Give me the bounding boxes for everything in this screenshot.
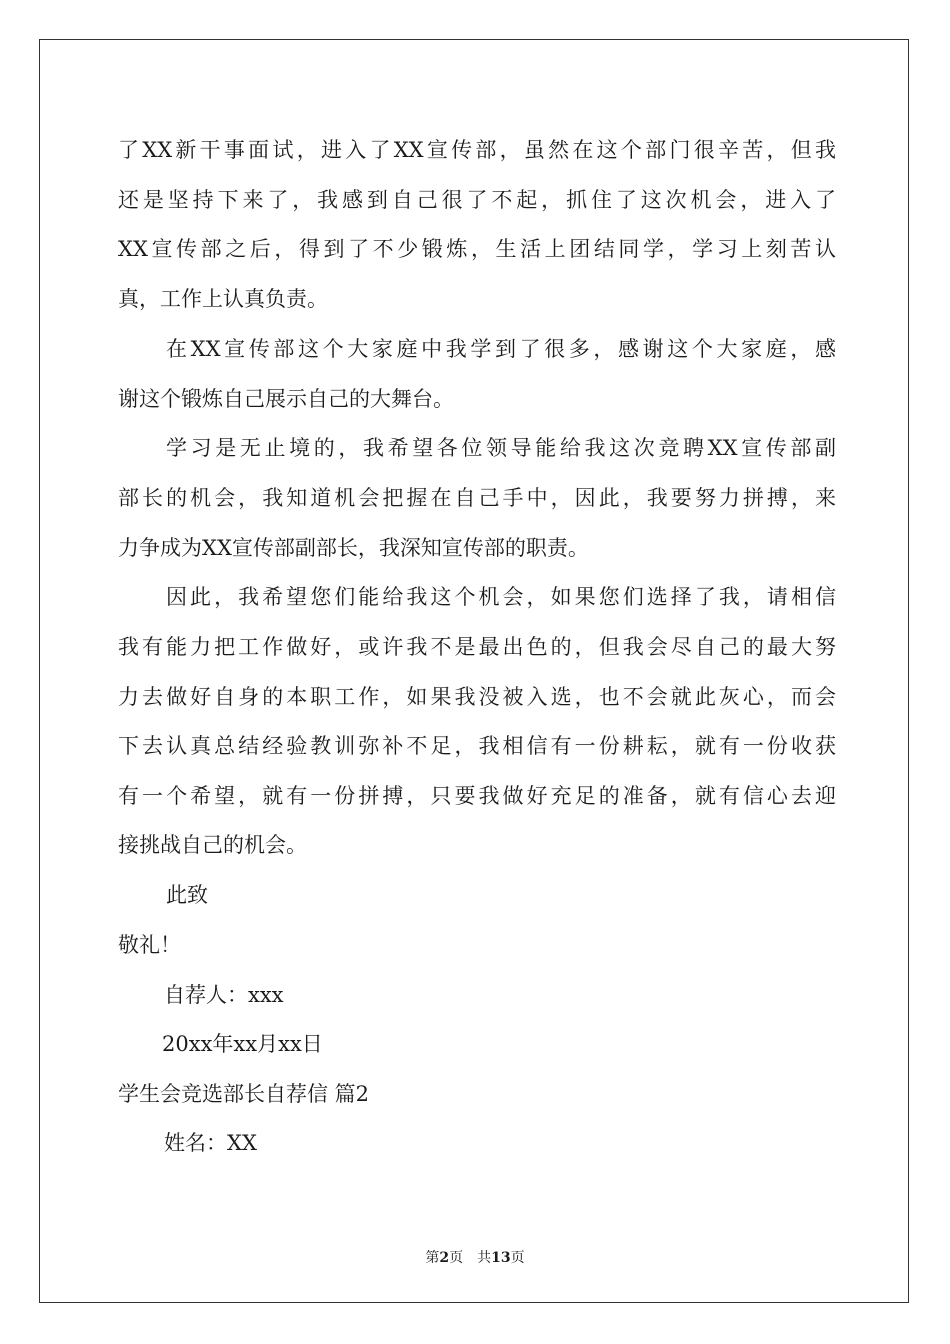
page-border: [39, 39, 909, 1303]
total-page-count: 13: [491, 1250, 511, 1266]
name-field-line: 姓名：XX: [164, 1131, 257, 1155]
text-line: XX宣传部之后，得到了不少锻炼，生活上团结同学，学习上刻苦认: [118, 237, 836, 261]
text-line: 谢这个锻炼自己展示自己的大舞台。: [118, 387, 454, 411]
text-line: 接挑战自己的机会。: [118, 833, 307, 857]
closing-regards: 敬礼！: [118, 933, 181, 957]
section-heading: 学生会竞选部长自荐信 篇2: [118, 1082, 370, 1106]
text-line: 力争成为XX宣传部副部长，我深知宣传部的职责。: [118, 536, 589, 560]
text-line: 了XX新干事面试，进入了XX宣传部，虽然在这个部门很辛苦，但我: [118, 138, 836, 162]
text-line: 力去做好自身的本职工作，如果我没被入选，也不会就此灰心，而会: [118, 685, 836, 709]
closing-salutation: 此致: [166, 883, 208, 907]
text-line: 真，工作上认真负责。: [118, 287, 328, 311]
page-suffix: 页: [449, 1250, 464, 1266]
paragraph-start-line: 因此，我希望您们能给我这个机会，如果您们选择了我，请相信: [166, 585, 836, 609]
text-line: 下去认真总结经验教训弥补不足，我相信有一份耕耘，就有一份收获: [118, 734, 836, 758]
signature-line: 自荐人：xxx: [164, 983, 284, 1007]
date-line: 20xx年xx月xx日: [162, 1032, 323, 1056]
text-line: 还是坚持下来了，我感到自己很了不起，抓住了这次机会，进入了: [118, 188, 836, 212]
current-page-number: 2: [439, 1250, 450, 1266]
total-prefix: 共: [477, 1250, 492, 1266]
text-line: 我有能力把工作做好，或许我不是最出色的，但我会尽自己的最大努: [118, 635, 836, 659]
text-line: 部长的机会，我知道机会把握在自己手中，因此，我要努力拼搏，来: [118, 486, 836, 510]
paragraph-start-line: 学习是无止境的，我希望各位领导能给我这次竞聘XX宣传部副: [166, 436, 836, 460]
page-prefix: 第: [425, 1250, 440, 1266]
page-footer: [0, 1247, 950, 1267]
total-suffix: 页: [510, 1250, 525, 1266]
paragraph-start-line: 在XX宣传部这个大家庭中我学到了很多，感谢这个大家庭，感: [166, 337, 836, 361]
text-line: 有一个希望，就有一份拼搏，只要我做好充足的准备，就有信心去迎: [118, 784, 836, 808]
